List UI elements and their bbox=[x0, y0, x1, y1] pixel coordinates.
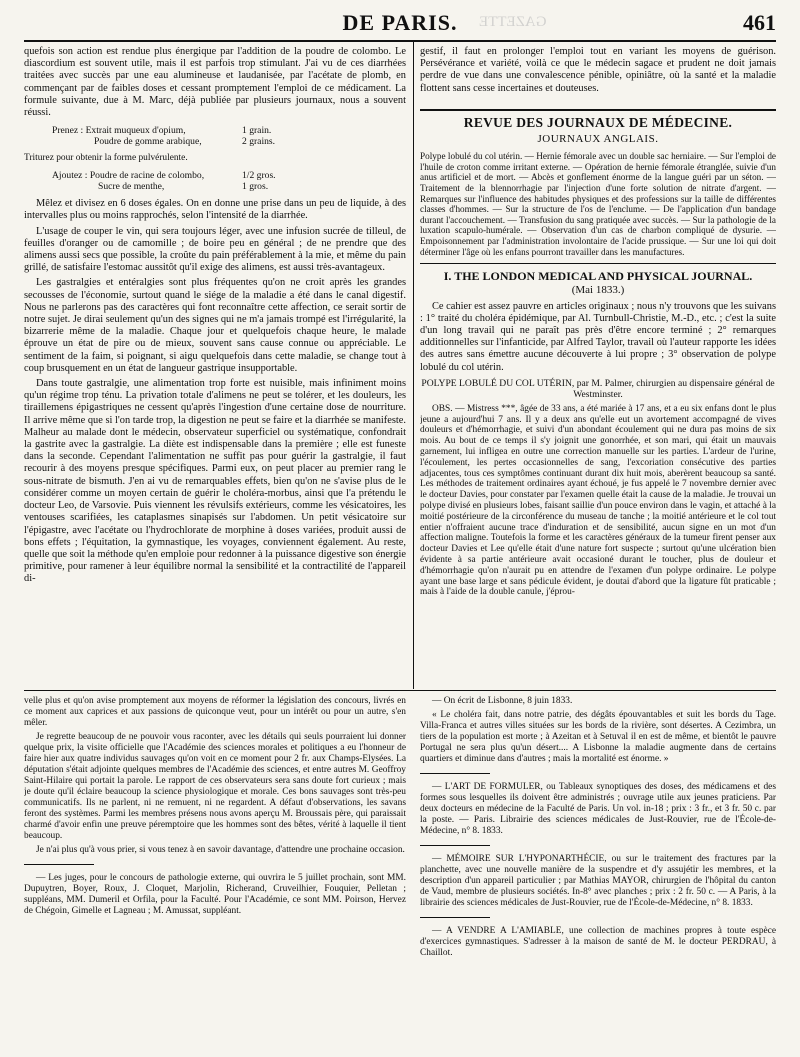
book-notice: — L'ART DE FORMULER, ou Tableaux synoptiques des doses, des médicamens et des formes sous lesquelles ils doivent être administrés ; ouvrage utile aux jeunes praticiens. Par deux docteurs en médecine de la Faculté de Paris. Un vol. in-18 ; prix : 3 fr., et 3 fr. 50 c. par la poste. — Paris. Librairie des sciences médicales de Just-Rouvier, rue de l'École-de-Médecine, n° 8. 1833. bbox=[420, 782, 776, 836]
paragraph: Mêlez et divisez en 6 doses égales. On en donne une prise dans un peu de liquide, à des intervalles plus ou moins rapprochés, selon l'intensité de la diarrhée. bbox=[24, 198, 406, 222]
journal-title: I. THE LONDON MEDICAL AND PHYSICAL JOURNAL. bbox=[443, 269, 753, 284]
right-column bbox=[420, 46, 776, 690]
running-title: DE PARIS. bbox=[342, 10, 458, 35]
paragraph: gestif, il faut en prolonger l'emploi tout en variant les moyens de guérison. Persévérance et variété, voilà ce que le médecin sagace et prudent ne doit jamais perdre de vue dans une convalescence pénible, opiniâtre, où la santé et la maladie flottent sans cesse incertaines et douteuses. bbox=[420, 46, 776, 94]
formula-row bbox=[52, 181, 406, 192]
contents-summary: Polype lobulé du col utérin. — Hernie fémorale avec un double sac herniaire. — Sur l'emploi de l'huile de croton comme irritant externe. — Opération de hernie fémorale étranglée, suivie d'un anus artificiel et de mort. — Abcès et gonflement énorme de la langue guéri par un séton. — Traitement de la blennorrhagie par l'injection d'une forte solution de nitrate d'argent. — Remarques sur l'influence des habitudes physiques et des professions sur la taille de différentes classes d'hommes. — Sur la structure de l'os de l'enclume. — De l'application d'un bandage durant l'accouchement. — Transfusion du sang pratiquée avec succès. — Sur la pathologie de la luxation scapulo-humérale. — Observation d'un cas de charbon compliqué de dysurie. — Empoisonnement par l'administration involontaire de l'acide prussique. — Sur une loi qui doit déterminer l'âge où les enfans pourront travailler dans les manufactures. bbox=[420, 151, 776, 264]
paragraph: quefois son action est rendue plus énergique par l'addition de la poudre de colombo. Le diascordium est souvent utile, mais il est parfois trop stimulant. J'ai vu de ces diarrhées traitées avec succès par une eau alumineuse et laudanisée, par l'acétate de plomb, en commençant par de faibles doses et cessant promptement l'emploi de ce médicament. La formule suivante, due à M. Marc, déjà publiée par plusieurs journaux, nous a souvent réussi. bbox=[24, 46, 406, 119]
header-rule bbox=[24, 40, 776, 42]
formula-row bbox=[52, 136, 406, 147]
feuilleton-right bbox=[420, 696, 776, 1051]
formula-block bbox=[52, 125, 406, 147]
article-heading: POLYPE LOBULÉ DU COL UTÉRIN, par M. Palmer, chirurgien au dispensaire général de Westminster. bbox=[421, 377, 775, 400]
bleed-through-text: GAZETTE bbox=[479, 14, 547, 30]
sale-notice: — A VENDRE A L'AMIABLE, une collection de machines propres à toute espèce d'exercices gymnastiques. S'adresser à la maison de santé de M. le docteur PERDRAU, à Chaillot. bbox=[420, 926, 776, 958]
news-item: « Le choléra fait, dans notre patrie, des dégâts épouvantables et suit les bords du Tage. Villa-Franca et autres villes situées sur les bords de la rivière, sont désertes. A Cezimbra, un tiers de la population est morte ; à Azeitan et à Setuval il en est de même, et bientôt le pauvre Portugal ne sera plus qu'un désert.... A Lisbonne la maladie augmente dans de certains quartiers et diminue dans d'autres ; mais la mortalité est énorme. » bbox=[420, 710, 776, 764]
column-separator bbox=[413, 42, 414, 689]
formula-item: Sucre de menthe, bbox=[98, 181, 165, 193]
page-number: 461 bbox=[743, 10, 776, 35]
divider bbox=[420, 917, 490, 918]
paragraph: Je regrette beaucoup de ne pouvoir vous raconter, avec les détails qui seuls pourraient lui donner quelque prix, la visite officielle que l'Académie des sciences morales et politiques a eu l'honneur de faire hier aux quatre individus sauvages qu'on voit en ce moment pour 2 fr. aux Champs-Elysées. La députation s'était adjointe quelques membres de l'Académie des sciences, et entre autres M. Geoffroy Saint-Hilaire qui portait la parole. Le rapport de ces observateurs sera sans doute fort curieux ; mais je doute qu'il éclaire beaucoup la science physiologique et morale. Ces bons sauvages sont très-peu communicatifs. Ils ne parlent, ni ne remuent, ni ne regardent. A défaut d'observations, les savans feront des systèmes. Parmi les membres présens nous avons aperçu M. Broussais père, qui paraissait charmé d'avoir enfin une preuve péremptoire que les hommes sont des bêtes, vérité à laquelle il tient beaucoup. bbox=[24, 732, 406, 841]
divider bbox=[420, 845, 490, 846]
formula-note: Triturez pour obtenir la forme pulvérulente. bbox=[24, 153, 188, 164]
paragraph: Les gastralgies et entéralgies sont plus fréquentes qu'on ne croit après les grandes secousses de l'économie, surtout quand le siége de la maladie a été dans le canal digestif. Nous ne parlerons pas des caractères qui font reconnaître cette affection, ce serait sortir de notre sujet. Je dirai seulement qu'un des signes qui ne m'a jamais trompé est l'irrégularité, la bizarrerie même de la maladie. Chaque jour et quelquefois chaque heure, le malade éprouve un état de pire ou de mieux, souvent sans cause connue ou appréciable. Le sentiment de la faim, si poignant, si aigu quelquefois dans cette maladie, se change tout à coup brusquement en un état de langueur gastrique insupportable. bbox=[24, 277, 406, 374]
formula-row bbox=[52, 170, 406, 181]
news-item: — On écrit de Lisbonne, 8 juin 1833. bbox=[432, 696, 573, 706]
feuilleton-rule bbox=[24, 690, 776, 691]
formula-dose: 1 gros. bbox=[242, 181, 269, 193]
divider bbox=[24, 864, 94, 865]
formula-row bbox=[52, 125, 406, 136]
page-header bbox=[24, 10, 776, 44]
paragraph: L'usage de couper le vin, qui sera toujours léger, avec une infusion sucrée de tilleul, de feuilles d'oranger ou de camomille ; de boire peu en général ; de ne prendre que des alimens aussi secs que possible, la croûte du pain préférablement à la mie, et même du pain grillé, de satisfaire l'estomac aussitôt qu'il exige des alimens, est aussi très-avantageux. bbox=[24, 225, 406, 274]
formula-block bbox=[52, 170, 406, 192]
paragraph: velle plus et qu'on avise promptement aux moyens de réformer la législation des concours, livrés en ce moment aux caprices et aux passions de quiconque veut, pour un intérêt ou pour un autre, s'en mêler. bbox=[24, 696, 406, 728]
formula-dose: 1/2 gros. bbox=[242, 170, 276, 182]
formula-item: Ajoutez : Poudre de racine de colombo, bbox=[52, 170, 205, 182]
formula-item: Poudre de gomme arabique, bbox=[94, 136, 202, 148]
paragraph: Je n'ai plus qu'à vous prier, si vous tenez à en savoir davantage, d'attendre une prochaine occasion. bbox=[36, 845, 405, 855]
feuilleton-left bbox=[24, 696, 406, 1051]
paragraph: Ce cahier est assez pauvre en articles originaux ; nous n'y trouvons que les suivans : 1° traité du choléra épidémique, par Al. Turnbull-Christie, M.-D., etc. ; c'est la suite d'un long travail qui ne paraît pas près d'être encore terminé ; 2° remarques additionnelles sur l'infanticide, par Alfred Taylor, travail où l'auteur rapporte les idées des autres sans émettre aucune découverte à lui propre ; 3° observation de polype lobulé du col utérin. bbox=[420, 300, 776, 373]
divider bbox=[420, 773, 490, 774]
section-title: REVUE DES JOURNAUX DE MÉDECINE. bbox=[420, 109, 776, 129]
paragraph: Dans toute gastralgie, une alimentation trop forte est nuisible, mais infiniment moins qu'un régime trop ténu. La privation totale d'alimens ne peut se tolérer, et les douleurs, les tiraillemens épigastriques ne cessent qu'après l'ingestion d'une certaine dose de nourriture. Il arrive même que si l'on tarde trop, la digestion ne peut se faire et la diarrhée se manifeste. Malheur au malade dont le médecin, observateur superficiel ou systématique, confondrait la gastrite avec la gastralgie. La diète est indispensable dans la première ; elle est funeste dans la seconde. Cependant l'alimentation ne suffit pas pour guérir la gastralgie, il faut recourir à des moyens presque spécifiques. Parmi eux, on peut placer au premier rang le sous-nitrate de bismuth. J'en ai vu de remarquables effets, bien qu'on ne s'avise plus de le considérer comme un moyen certain de guérir le choléra-morbus, ainsi que l'a prétendu le docteur Leo, de Varsovie. Puis viennent les révulsifs extérieurs, comme les vésicatoires, les ventouses scarifiées, les cataplasmes sinapisés sur l'abdomen. Un petit vésicatoire sur l'épigastre, avec l'acétate ou l'hydrochlorate de morphine à doses variées, produit aussi de bons effets ; l'équitation, la gymnastique, les voyages, conviennent également. Au reste, quelle que soit la méthode qu'en emploie pour redonner à la puissance digestive son énergie primitive, pour ramener à leur équilibre normal la sensibilité et la contractilité de l'appareil di- bbox=[24, 378, 406, 585]
observation-text: OBS. — Mistress ***, âgée de 33 ans, a été mariée à 17 ans, et a eu six enfans dont le plus jeune a aujourd'hui 7 ans. Il y a deux ans qu'elle eut un avortement accompagné de vives douleurs et d'hémorrhagie, et suivi d'un abondant écoulement qui ne dura pas moins de six mois. Au bout de ce temps il s'y joignit une gonorrhée, et son mari, qui était un mauvais garnement, lui infligea en outre une correction manuelle sur les parties. L'ardeur de l'urine, l'écoulement, les pertes occasionnelles de sang, l'excoriation consécutive des parties adjacentes, tous ces symptômes continuant durant dix huit mois, aberèrent beaucoup sa santé. Les méthodes de traitement ordinaires ayant échoué, je fus appelé le 7 novembre dernier avec le docteur Davies, pour constater par l'examen quelle était la cause de la maladie. Je trouvai un polype divisé en plusieurs lobes, faisant saillie d'un pouce environ dans le vagin, et attaché à la moitié postérieure de la circonférence du museau de tanche ; la moitié antérieure et le col tout entier n'offraient aucune trace d'induration et de sensibilité, aucun signe en un mot d'un affection maligne. Toutefois la forme et les caractères généraux de la tumeur firent penser aux docteur Davies et Lee qu'elle était d'une nature fort suspecte ; surtout qu'une ulcération bien évidente à sa partie antérieure avait occasioné durant le toucher, plus de douleur et d'hémorrhagie qu'on n'aurait pu en attendre de l'examen d'un polype ordinaire. Le polype ayant une base large et sans pédicule évident, je doutai d'abord que la ligature fût praticable ; mais à l'aide de la double canule, j'éprou- bbox=[420, 403, 776, 598]
formula-item: Prenez : Extrait muqueux d'opium, bbox=[52, 125, 186, 137]
formula-dose: 1 grain. bbox=[242, 125, 272, 137]
left-column bbox=[24, 46, 406, 690]
formula-dose: 2 grains. bbox=[242, 136, 276, 148]
book-notice: — MÉMOIRE SUR L'HYPONARTHÉCIE, ou sur le traitement des fractures par la planchette, avec une nouvelle manière de la suspendre et d'y assujétir les membres, et la description d'un appareil particulier ; par Mathias MAYOR, chirurgien de l'hôpital du canton de Vaud, membre de plusieurs sociétés. In-8° avec planches ; prix : 2 fr. 50 c. — A Paris, à la librairie des sciences médicales de Just-Rouvier, rue de l'École-de-Médecine, n° 8. 1833. bbox=[420, 854, 776, 908]
section-subtitle: JOURNAUX ANGLAIS. bbox=[537, 133, 659, 146]
journal-date: (Mai 1833.) bbox=[571, 284, 625, 297]
news-item: — Les juges, pour le concours de pathologie externe, qui ouvrira le 5 juillet prochain, sont MM. Dupuytren, Boyer, Roux, J. Cloquet, Marjolin, Richerand, Cruveilhier, Fouquier, Pelletan ; suppléans, MM. Dumeril et Orfila, pour la Faculté. Pour l'Académie, ce sont MM. Poirson, Hervez de Chégoin, Gimelle et Lagneau ; M. Amussat, suppléant. bbox=[24, 873, 406, 916]
